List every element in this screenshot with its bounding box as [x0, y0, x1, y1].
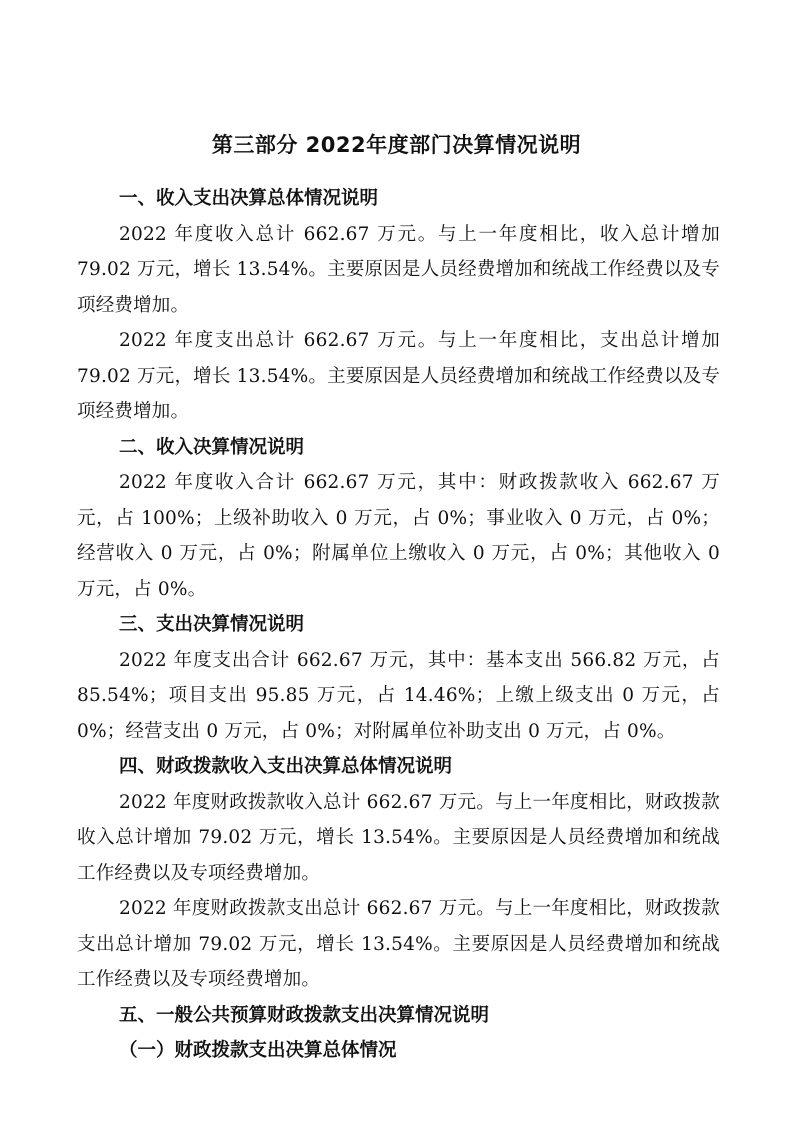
paragraph: 2022 年度支出总计 662.67 万元。与上一年度相比，支出总计增加 79.02 万元，增长 13.54%。主要原因是人员经费增加和统战工作经费以及专项经费增加。 [77, 330, 720, 422]
document-body [77, 181, 720, 1069]
paragraph: 2022 年度财政拨款收入总计 662.67 万元。与上一年度相比，财政拨款收入总计增加 79.02 万元，增长 13.54%。主要原因是人员经费增加和统战工作经费以及专项经费增加。 [77, 791, 720, 884]
section-expense [77, 607, 720, 749]
section-heading: 三、支出决算情况说明 [119, 614, 305, 635]
paragraph: 2022 年度收入合计 662.67 万元，其中：财政拨款收入 662.67 万元，占 100%；上级补助收入 0 万元，占 0%；事业收入 0 万元，占 0%；经营收入 0 万元，占 0%；附属单位上缴收入 0 万元，占 0%；其他收入 0 万元，占 0%。 [77, 472, 720, 600]
subsection-heading: （一）财政拨款支出决算总体情况 [119, 1040, 397, 1061]
paragraph: 2022 年度支出合计 662.67 万元，其中：基本支出 566.82 万元，占 85.54%；项目支出 95.85 万元，占 14.46%；上缴上级支出 0 万元，占 0%；经营支出 0 万元，占 0%；对附属单位补助支出 0 万元，占 0%。 [77, 649, 720, 742]
page-title: 第三部分 2022年度部门决算情况说明 [211, 133, 582, 157]
section-fiscal-allocation [77, 749, 720, 998]
paragraph: 2022 年度收入总计 662.67 万元。与上一年度相比，收入总计增加 79.02 万元，增长 13.54%。主要原因是人员经费增加和统战工作经费以及专项经费增加。 [77, 223, 720, 316]
paragraph: 2022 年度财政拨款支出总计 662.67 万元。与上一年度相比，财政拨款支出总计增加 79.02 万元，增长 13.54%。主要原因是人员经费增加和统战工作经费以及专项经费增加。 [77, 898, 720, 990]
section-heading: 二、收入决算情况说明 [119, 436, 305, 458]
section-heading: 四、财政拨款收入支出决算总体情况说明 [119, 756, 453, 777]
section-income-expense-overview [77, 181, 720, 430]
section-income [77, 430, 720, 608]
section-heading: 一、收入支出决算总体情况说明 [119, 188, 379, 209]
section-general-public-budget [77, 998, 720, 1069]
section-heading: 五、一般公共预算财政拨款支出决算情况说明 [119, 1004, 490, 1026]
